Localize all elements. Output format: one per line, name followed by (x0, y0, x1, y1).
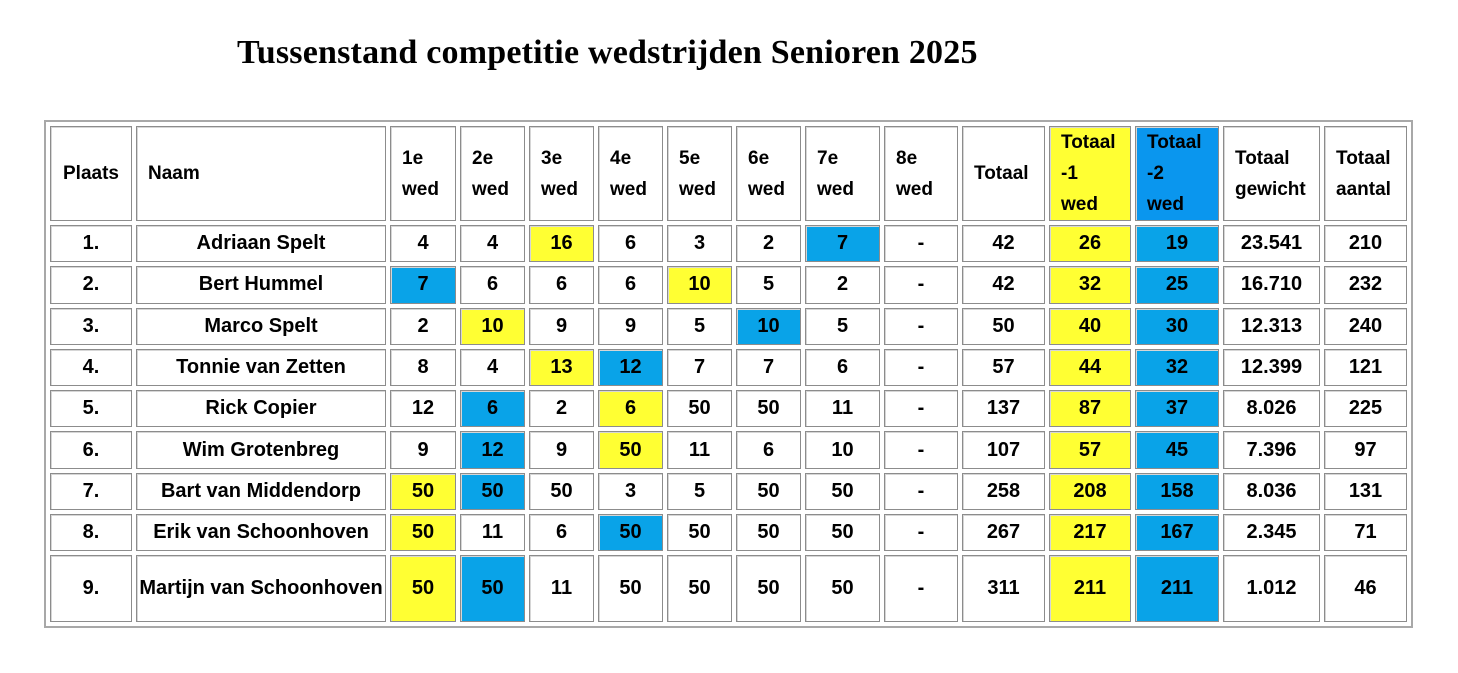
name-cell: Martijn van Schoonhoven (136, 555, 386, 622)
table-row (50, 225, 1407, 262)
total-count-cell: 240 (1324, 308, 1407, 345)
match-score-cell: 6 (460, 390, 525, 427)
match-score-cell: 7 (390, 266, 456, 303)
standings-table (44, 120, 1413, 628)
column-header-line: wed (679, 178, 716, 200)
match-score-cell: 6 (460, 266, 525, 303)
total-cell: 57 (962, 349, 1045, 386)
column-header-line: wed (472, 178, 509, 200)
match-score-cell: 10 (667, 266, 732, 303)
match-score-cell: 12 (460, 431, 525, 468)
column-header-line: wed (896, 178, 933, 200)
table-row (50, 390, 1407, 427)
column-header (136, 126, 386, 221)
match-score-cell: 9 (598, 308, 663, 345)
column-header-line: Naam (148, 163, 200, 184)
match-score-cell: 10 (736, 308, 801, 345)
column-header-line: Plaats (63, 163, 119, 184)
match-score-cell: 2 (736, 225, 801, 262)
match-score-cell: - (884, 266, 958, 303)
total-minus-1-cell: 211 (1049, 555, 1131, 622)
column-header-line: wed (817, 178, 854, 200)
column-header (805, 126, 880, 221)
match-score-cell: 50 (805, 555, 880, 622)
match-score-cell: 7 (805, 225, 880, 262)
match-score-cell: 50 (805, 514, 880, 551)
total-cell: 258 (962, 473, 1045, 510)
match-score-cell: 50 (736, 514, 801, 551)
name-cell: Wim Grotenbreg (136, 431, 386, 468)
table-body (50, 225, 1407, 622)
total-cell: 267 (962, 514, 1045, 551)
total-weight-cell: 12.313 (1223, 308, 1320, 345)
name-cell: Rick Copier (136, 390, 386, 427)
match-score-cell: - (884, 308, 958, 345)
header-row (50, 126, 1407, 221)
total-minus-1-cell: 26 (1049, 225, 1131, 262)
total-minus-2-cell: 45 (1135, 431, 1219, 468)
column-header (1135, 126, 1219, 221)
total-minus-1-cell: 57 (1049, 431, 1131, 468)
column-header (460, 126, 525, 221)
match-score-cell: 50 (805, 473, 880, 510)
total-minus-2-cell: 32 (1135, 349, 1219, 386)
table-row (50, 473, 1407, 510)
place-cell: 2. (50, 266, 132, 303)
match-score-cell: 50 (667, 555, 732, 622)
match-score-cell: 50 (529, 473, 594, 510)
name-cell: Marco Spelt (136, 308, 386, 345)
column-header-line: 1e (402, 147, 424, 169)
table-row (50, 555, 1407, 622)
total-count-cell: 71 (1324, 514, 1407, 551)
column-header-line: 6e (748, 147, 770, 169)
match-score-cell: 2 (390, 308, 456, 345)
match-score-cell: 50 (460, 473, 525, 510)
table-row (50, 431, 1407, 468)
total-weight-cell: 12.399 (1223, 349, 1320, 386)
total-count-cell: 121 (1324, 349, 1407, 386)
match-score-cell: 6 (529, 514, 594, 551)
match-score-cell: 3 (598, 473, 663, 510)
name-cell: Bart van Middendorp (136, 473, 386, 510)
total-minus-1-cell: 208 (1049, 473, 1131, 510)
match-score-cell: 6 (598, 390, 663, 427)
match-score-cell: 11 (667, 431, 732, 468)
column-header-line: wed (1147, 194, 1184, 215)
total-minus-2-cell: 167 (1135, 514, 1219, 551)
name-cell: Erik van Schoonhoven (136, 514, 386, 551)
match-score-cell: - (884, 225, 958, 262)
total-minus-2-cell: 30 (1135, 308, 1219, 345)
match-score-cell: 50 (667, 390, 732, 427)
total-weight-cell: 7.396 (1223, 431, 1320, 468)
total-minus-2-cell: 158 (1135, 473, 1219, 510)
column-header (884, 126, 958, 221)
place-cell: 9. (50, 555, 132, 622)
column-header (529, 126, 594, 221)
match-score-cell: 9 (529, 431, 594, 468)
match-score-cell: - (884, 431, 958, 468)
match-score-cell: 50 (598, 514, 663, 551)
match-score-cell: 4 (460, 349, 525, 386)
column-header-line: 7e (817, 147, 839, 169)
match-score-cell: 6 (736, 431, 801, 468)
match-score-cell: 7 (736, 349, 801, 386)
match-score-cell: 10 (460, 308, 525, 345)
match-score-cell: 50 (390, 555, 456, 622)
match-score-cell: 50 (598, 555, 663, 622)
column-header-line: Totaal (1147, 132, 1202, 153)
total-minus-1-cell: 32 (1049, 266, 1131, 303)
match-score-cell: 12 (390, 390, 456, 427)
column-header-line: wed (541, 178, 578, 200)
match-score-cell: 11 (805, 390, 880, 427)
match-score-cell: 6 (598, 266, 663, 303)
total-minus-2-cell: 37 (1135, 390, 1219, 427)
column-header-line: Totaal (974, 163, 1029, 184)
match-score-cell: 4 (460, 225, 525, 262)
match-score-cell: 50 (736, 473, 801, 510)
total-weight-cell: 8.036 (1223, 473, 1320, 510)
place-cell: 5. (50, 390, 132, 427)
match-score-cell: 5 (805, 308, 880, 345)
name-cell: Tonnie van Zetten (136, 349, 386, 386)
page-title: Tussenstand competitie wedstrijden Senioren 2025 (237, 34, 978, 71)
place-cell: 6. (50, 431, 132, 468)
match-score-cell: 9 (390, 431, 456, 468)
column-header (1324, 126, 1407, 221)
total-cell: 107 (962, 431, 1045, 468)
match-score-cell: 9 (529, 308, 594, 345)
column-header-line: 5e (679, 147, 701, 169)
total-weight-cell: 16.710 (1223, 266, 1320, 303)
match-score-cell: 50 (736, 390, 801, 427)
column-header-line: wed (1061, 194, 1098, 215)
column-header-line: wed (610, 178, 647, 200)
match-score-cell: 6 (529, 266, 594, 303)
place-cell: 4. (50, 349, 132, 386)
total-cell: 42 (962, 266, 1045, 303)
match-score-cell: 50 (390, 473, 456, 510)
column-header-line: 8e (896, 147, 918, 169)
total-minus-1-cell: 44 (1049, 349, 1131, 386)
table-row (50, 349, 1407, 386)
match-score-cell: 5 (667, 473, 732, 510)
total-count-cell: 225 (1324, 390, 1407, 427)
total-count-cell: 131 (1324, 473, 1407, 510)
total-minus-1-cell: 217 (1049, 514, 1131, 551)
match-score-cell: 10 (805, 431, 880, 468)
place-cell: 3. (50, 308, 132, 345)
match-score-cell: 6 (598, 225, 663, 262)
table-row (50, 266, 1407, 303)
column-header-line: gewicht (1235, 178, 1306, 200)
column-header-line: Totaal (1336, 147, 1391, 169)
match-score-cell: 8 (390, 349, 456, 386)
match-score-cell: 5 (667, 308, 732, 345)
column-header (667, 126, 732, 221)
total-minus-2-cell: 25 (1135, 266, 1219, 303)
match-score-cell: - (884, 390, 958, 427)
total-weight-cell: 2.345 (1223, 514, 1320, 551)
column-header (50, 126, 132, 221)
total-weight-cell: 8.026 (1223, 390, 1320, 427)
match-score-cell: 16 (529, 225, 594, 262)
total-count-cell: 97 (1324, 431, 1407, 468)
total-minus-2-cell: 211 (1135, 555, 1219, 622)
match-score-cell: - (884, 473, 958, 510)
column-header-line: 4e (610, 147, 632, 169)
match-score-cell: 50 (390, 514, 456, 551)
column-header-line: -2 (1147, 163, 1164, 184)
match-score-cell: 4 (390, 225, 456, 262)
match-score-cell: 50 (667, 514, 732, 551)
column-header (736, 126, 801, 221)
match-score-cell: - (884, 349, 958, 386)
table-row (50, 514, 1407, 551)
total-cell: 50 (962, 308, 1045, 345)
total-cell: 311 (962, 555, 1045, 622)
column-header-line: Totaal (1235, 147, 1290, 169)
column-header-line: wed (748, 178, 785, 200)
total-weight-cell: 1.012 (1223, 555, 1320, 622)
match-score-cell: 13 (529, 349, 594, 386)
match-score-cell: - (884, 514, 958, 551)
match-score-cell: 5 (736, 266, 801, 303)
match-score-cell: 11 (460, 514, 525, 551)
match-score-cell: - (884, 555, 958, 622)
column-header-line: 3e (541, 147, 563, 169)
total-minus-1-cell: 87 (1049, 390, 1131, 427)
total-minus-2-cell: 19 (1135, 225, 1219, 262)
column-header (1049, 126, 1131, 221)
match-score-cell: 7 (667, 349, 732, 386)
total-cell: 137 (962, 390, 1045, 427)
place-cell: 7. (50, 473, 132, 510)
name-cell: Adriaan Spelt (136, 225, 386, 262)
match-score-cell: 50 (736, 555, 801, 622)
match-score-cell: 50 (460, 555, 525, 622)
match-score-cell: 2 (805, 266, 880, 303)
total-count-cell: 46 (1324, 555, 1407, 622)
total-count-cell: 210 (1324, 225, 1407, 262)
match-score-cell: 3 (667, 225, 732, 262)
place-cell: 1. (50, 225, 132, 262)
match-score-cell: 6 (805, 349, 880, 386)
column-header-line: aantal (1336, 178, 1391, 200)
column-header-line: wed (402, 178, 439, 200)
column-header-line: 2e (472, 147, 494, 169)
total-count-cell: 232 (1324, 266, 1407, 303)
total-minus-1-cell: 40 (1049, 308, 1131, 345)
column-header (962, 126, 1045, 221)
match-score-cell: 2 (529, 390, 594, 427)
column-header (598, 126, 663, 221)
match-score-cell: 11 (529, 555, 594, 622)
place-cell: 8. (50, 514, 132, 551)
column-header-line: -1 (1061, 163, 1078, 184)
column-header-line: Totaal (1061, 132, 1116, 153)
total-weight-cell: 23.541 (1223, 225, 1320, 262)
match-score-cell: 50 (598, 431, 663, 468)
match-score-cell: 12 (598, 349, 663, 386)
total-cell: 42 (962, 225, 1045, 262)
table-row (50, 308, 1407, 345)
column-header (390, 126, 456, 221)
name-cell: Bert Hummel (136, 266, 386, 303)
column-header (1223, 126, 1320, 221)
